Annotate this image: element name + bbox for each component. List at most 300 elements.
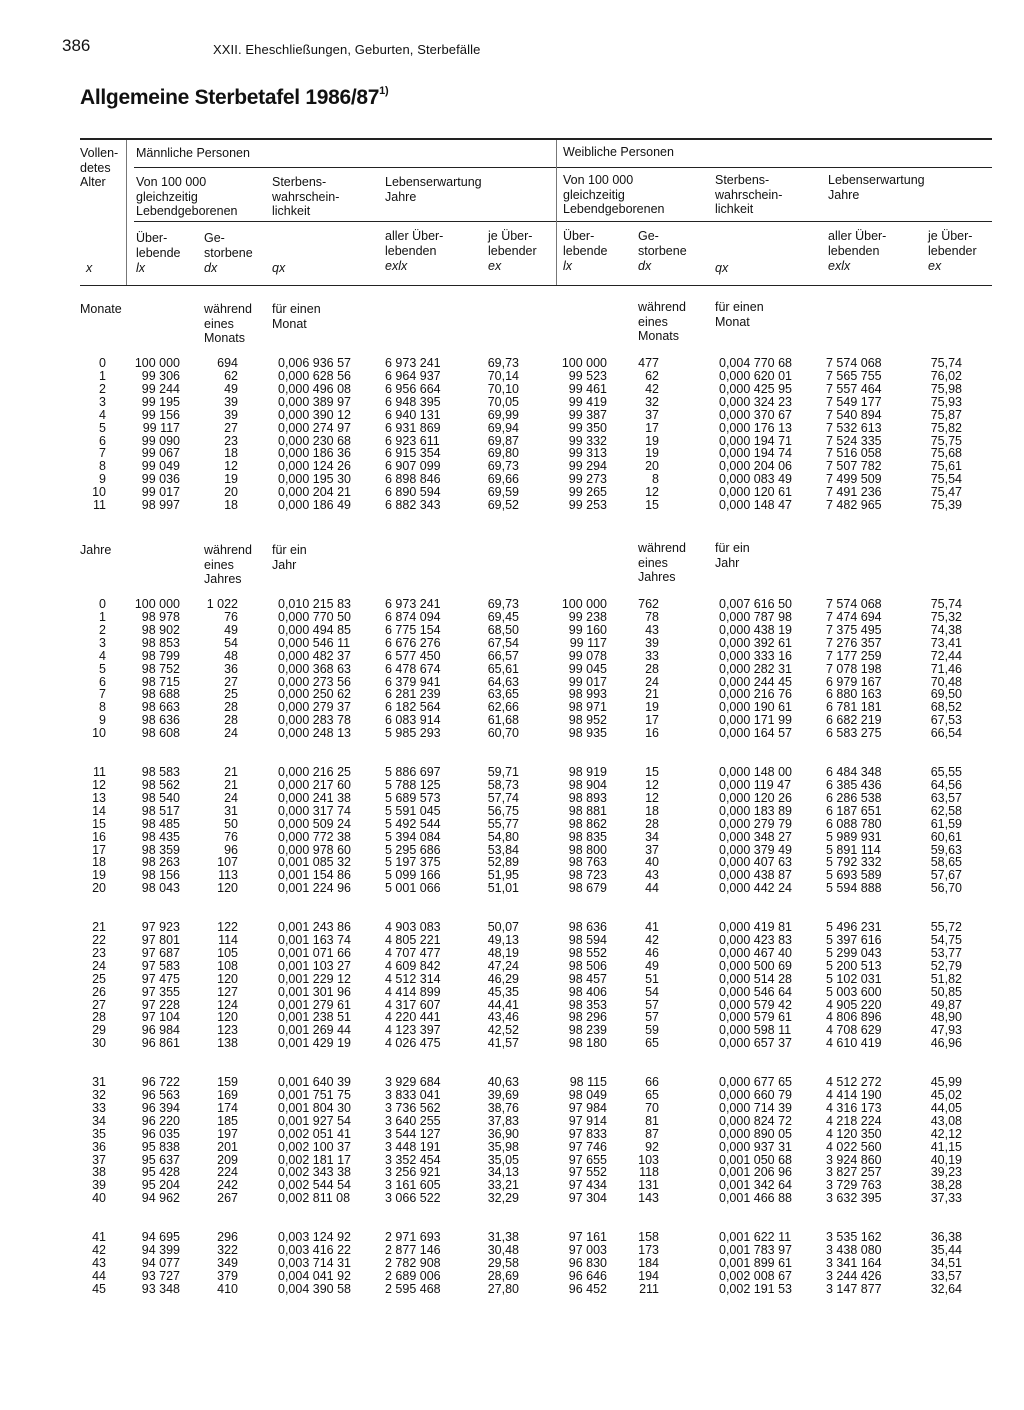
cell-male-qx: 0,002 544 54: [278, 1178, 351, 1193]
cell-male-lx: 98 853: [141, 635, 180, 650]
cell-male-qx: 0,001 163 74: [278, 932, 351, 947]
cell-female-exlx: 7 507 782: [826, 459, 882, 474]
cell-male-dx: 105: [217, 945, 238, 960]
cell-female-ex: 53,77: [930, 945, 962, 960]
months-label: Monate: [80, 302, 122, 316]
cell-female-ex: 75,54: [930, 472, 962, 487]
cell-female-ex: 75,74: [930, 597, 962, 611]
table-row: [0, 383, 1024, 396]
table-row: [0, 882, 1024, 895]
cell-male-exlx: 6 478 674: [385, 661, 441, 676]
months-deaths-note: während eines Monats: [204, 302, 252, 346]
cell-male-qx: 0,006 936 57: [278, 356, 351, 370]
table-row: [0, 611, 1024, 624]
cell-female-dx: 81: [645, 1113, 659, 1128]
cell-female-dx: 37: [645, 407, 659, 422]
years-prob-note-f: für ein Jahr: [715, 541, 750, 570]
cell-female-dx: 28: [645, 816, 659, 831]
cell-male-qx: 0,000 494 85: [278, 622, 351, 637]
cell-female-ex: 67,53: [930, 713, 962, 728]
cell-male-ex: 53,84: [487, 842, 519, 857]
cell-age: 3: [99, 394, 106, 409]
cell-female-qx: 0,000 324 23: [719, 394, 792, 409]
cell-female-lx: 98 636: [568, 920, 607, 934]
cell-female-qx: 0,000 824 72: [719, 1113, 792, 1128]
cell-male-lx: 98 663: [141, 700, 180, 715]
cell-male-exlx: 6 956 664: [385, 381, 441, 396]
cell-male-qx: 0,001 640 39: [278, 1075, 351, 1089]
male-lifeexp-header: Lebenserwartung Jahre: [385, 175, 482, 204]
table-row: [0, 1089, 1024, 1102]
cell-female-lx: 98 457: [568, 971, 607, 986]
cell-female-exlx: 6 088 780: [826, 816, 882, 831]
cell-male-qx: 0,001 224 96: [278, 881, 351, 896]
cell-male-ex: 65,61: [487, 661, 519, 676]
cell-female-lx: 96 452: [568, 1281, 607, 1296]
cell-age: 17: [92, 842, 106, 857]
cell-male-lx: 98 715: [141, 674, 180, 689]
cell-female-lx: 98 835: [568, 829, 607, 844]
cell-male-dx: 21: [224, 777, 238, 792]
cell-female-exlx: 5 200 513: [826, 958, 882, 973]
cell-female-lx: 100 000: [561, 356, 607, 370]
cell-male-dx: 18: [224, 446, 238, 461]
cell-female-exlx: 7 482 965: [826, 498, 882, 513]
cell-female-lx: 98 862: [568, 816, 607, 831]
cell-male-lx: 93 348: [141, 1281, 180, 1296]
male-survivors-header: Über- lebende: [136, 231, 181, 260]
cell-male-qx: 0,000 482 37: [278, 648, 351, 663]
cell-age: 22: [92, 932, 106, 947]
cell-male-qx: 0,001 927 54: [278, 1113, 351, 1128]
cell-female-lx: 98 935: [568, 726, 607, 741]
cell-male-dx: 120: [217, 881, 238, 896]
cell-male-qx: 0,010 215 83: [278, 597, 351, 611]
cell-male-exlx: 2 782 908: [385, 1255, 441, 1270]
cell-female-ex: 47,93: [930, 1023, 962, 1038]
symbol-exlx: exlx: [385, 259, 408, 273]
cell-female-dx: 43: [645, 868, 659, 883]
cell-male-dx: 185: [217, 1113, 238, 1128]
cell-female-lx: 97 003: [568, 1242, 607, 1257]
cell-male-qx: 0,003 714 31: [278, 1255, 351, 1270]
cell-female-exlx: 7 574 068: [826, 597, 882, 611]
cell-female-exlx: 5 693 589: [826, 868, 882, 883]
cell-female-lx: 99 238: [568, 609, 607, 624]
cell-female-dx: 12: [645, 777, 659, 792]
cell-female-dx: 19: [645, 433, 659, 448]
cell-male-dx: 122: [217, 920, 238, 934]
cell-female-exlx: 5 496 231: [826, 920, 882, 934]
cell-male-exlx: 2 595 468: [385, 1281, 441, 1296]
cell-male-ex: 33,21: [487, 1178, 519, 1193]
cell-female-ex: 69,50: [930, 687, 962, 702]
cell-male-ex: 38,76: [487, 1100, 519, 1115]
cell-male-qx: 0,002 811 08: [278, 1191, 351, 1206]
cell-age: 26: [92, 984, 106, 999]
cell-female-exlx: 7 177 259: [826, 648, 882, 663]
cell-female-ex: 62,58: [930, 803, 962, 818]
cell-female-ex: 43,08: [930, 1113, 962, 1128]
cell-male-dx: 322: [217, 1242, 238, 1257]
cell-male-dx: 120: [217, 971, 238, 986]
cell-male-qx: 0,001 804 30: [278, 1100, 351, 1115]
table-row: [0, 499, 1024, 512]
cell-female-qx: 0,000 279 79: [719, 816, 792, 831]
cell-female-exlx: 7 078 198: [826, 661, 882, 676]
cell-female-dx: 20: [645, 459, 659, 474]
female-per-survivor-header: je Über- lebender: [928, 229, 977, 258]
years-label: Jahre: [80, 543, 112, 557]
cell-female-ex: 55,72: [930, 920, 962, 934]
cell-male-dx: 19: [224, 472, 238, 487]
cell-male-ex: 37,83: [487, 1113, 519, 1128]
cell-female-lx: 98 049: [568, 1087, 607, 1102]
cell-male-qx: 0,004 390 58: [278, 1281, 351, 1296]
female-lifeexp-header: Lebenserwartung Jahre: [828, 173, 925, 202]
cell-female-qx: 0,002 191 53: [719, 1281, 792, 1296]
cell-male-dx: 76: [224, 829, 238, 844]
cell-male-ex: 69,87: [487, 433, 519, 448]
cell-female-lx: 98 952: [568, 713, 607, 728]
title-footnote: 1): [379, 85, 389, 97]
cell-male-qx: 0,000 216 25: [278, 765, 351, 779]
cell-female-exlx: 4 512 272: [826, 1075, 882, 1089]
cell-female-dx: 87: [645, 1126, 659, 1141]
cell-male-qx: 0,000 628 56: [278, 368, 351, 383]
chapter-heading: XXII. Eheschließungen, Geburten, Sterbefälle: [213, 42, 481, 57]
cell-female-qx: 0,000 148 47: [719, 498, 792, 513]
cell-male-qx: 0,000 390 12: [278, 407, 351, 422]
cell-female-lx: 98 552: [568, 945, 607, 960]
cell-female-dx: 131: [638, 1178, 659, 1193]
cell-female-qx: 0,000 407 63: [719, 855, 792, 870]
cell-female-exlx: 6 979 167: [826, 674, 882, 689]
cell-female-qx: 0,000 714 39: [719, 1100, 792, 1115]
cell-female-exlx: 7 574 068: [826, 356, 882, 370]
cell-female-dx: 16: [645, 726, 659, 741]
cell-male-exlx: 4 220 441: [385, 1010, 441, 1025]
cell-age: 45: [92, 1281, 106, 1296]
cell-male-exlx: 6 890 594: [385, 485, 441, 500]
cell-male-qx: 0,000 317 74: [278, 803, 351, 818]
cell-male-dx: 18: [224, 498, 238, 513]
cell-female-qx: 0,000 148 00: [719, 765, 792, 779]
cell-male-ex: 42,52: [487, 1023, 519, 1038]
cell-female-exlx: 6 187 651: [826, 803, 882, 818]
cell-male-qx: 0,001 229 12: [278, 971, 351, 986]
cell-male-qx: 0,003 124 92: [278, 1230, 351, 1244]
cell-female-lx: 98 296: [568, 1010, 607, 1025]
cell-female-exlx: 4 708 629: [826, 1023, 882, 1038]
cell-male-exlx: 6 973 241: [385, 597, 441, 611]
cell-female-exlx: 6 880 163: [826, 687, 882, 702]
cell-male-qx: 0,001 085 32: [278, 855, 351, 870]
cell-male-ex: 69,73: [487, 597, 519, 611]
table-row: [0, 792, 1024, 805]
cell-male-dx: 159: [217, 1075, 238, 1089]
cell-male-ex: 70,05: [487, 394, 519, 409]
cell-male-qx: 0,001 429 19: [278, 1036, 351, 1051]
cell-male-ex: 69,52: [487, 498, 519, 513]
cell-female-dx: 33: [645, 648, 659, 663]
cell-female-dx: 43: [645, 622, 659, 637]
age-col-divider: [126, 140, 127, 285]
cell-age: 13: [92, 790, 106, 805]
cell-female-qx: 0,002 008 67: [719, 1268, 792, 1283]
cell-female-dx: 51: [645, 971, 659, 986]
cell-female-lx: 99 313: [568, 446, 607, 461]
cell-female-qx: 0,000 194 71: [719, 433, 792, 448]
cell-male-exlx: 3 352 454: [385, 1152, 441, 1167]
cell-male-dx: 113: [218, 868, 238, 883]
cell-age: 7: [99, 687, 106, 702]
cell-male-lx: 97 104: [141, 1010, 180, 1025]
cell-male-ex: 41,57: [487, 1036, 519, 1051]
cell-female-dx: 17: [645, 713, 659, 728]
cell-female-qx: 0,001 622 11: [719, 1230, 792, 1244]
cell-age: 32: [92, 1087, 106, 1102]
cell-male-qx: 0,001 071 66: [278, 945, 351, 960]
cell-male-qx: 0,003 416 22: [278, 1242, 351, 1257]
symbol-dx: dx: [204, 261, 218, 275]
cell-male-dx: 27: [224, 420, 238, 435]
cell-male-lx: 94 399: [141, 1242, 180, 1257]
symbol-ex-f: ex: [928, 259, 942, 273]
cell-male-ex: 57,74: [487, 790, 519, 805]
cell-male-ex: 70,10: [487, 381, 519, 396]
cell-male-exlx: 6 182 564: [385, 700, 441, 715]
cell-male-ex: 39,69: [487, 1087, 519, 1102]
cell-female-qx: 0,000 119 47: [719, 777, 792, 792]
cell-male-ex: 58,73: [487, 777, 519, 792]
cell-female-ex: 61,59: [930, 816, 962, 831]
cell-female-lx: 99 117: [569, 635, 607, 650]
cell-male-dx: 1 022: [206, 597, 238, 611]
cell-male-qx: 0,000 273 56: [278, 674, 351, 689]
cell-age: 4: [99, 648, 106, 663]
cell-female-exlx: 7 557 464: [826, 381, 882, 396]
cell-male-exlx: 2 689 006: [385, 1268, 441, 1283]
cell-female-lx: 98 881: [568, 803, 607, 818]
cell-male-dx: 379: [217, 1268, 238, 1283]
cell-male-ex: 51,95: [487, 868, 519, 883]
cell-female-qx: 0,001 206 96: [719, 1165, 792, 1180]
table-row: [0, 370, 1024, 383]
cell-male-dx: 120: [217, 1010, 238, 1025]
female-survivors-header: Über- lebende: [563, 229, 608, 258]
cell-male-dx: 96: [224, 842, 238, 857]
cell-male-exlx: 6 676 276: [385, 635, 441, 650]
cell-female-ex: 54,75: [930, 932, 962, 947]
cell-male-exlx: 3 544 127: [385, 1126, 441, 1141]
months-deaths-note-f: während eines Monats: [638, 300, 686, 344]
cell-female-exlx: 7 276 357: [826, 635, 882, 650]
cell-female-qx: 0,007 616 50: [719, 597, 792, 611]
cell-female-dx: 19: [645, 700, 659, 715]
cell-female-qx: 0,000 176 13: [719, 420, 792, 435]
cell-male-ex: 68,50: [487, 622, 519, 637]
cell-female-dx: 194: [638, 1268, 659, 1283]
cell-female-exlx: 7 499 509: [826, 472, 882, 487]
cell-female-lx: 99 294: [568, 459, 607, 474]
cell-age: 10: [92, 726, 106, 741]
cell-age: 40: [92, 1191, 106, 1206]
cell-male-ex: 55,77: [487, 816, 519, 831]
title-text: Allgemeine Sterbetafel 1986/87: [80, 86, 380, 109]
cell-female-ex: 75,61: [930, 459, 962, 474]
cell-female-lx: 99 350: [568, 420, 607, 435]
female-cohort-header: Von 100 000 gleichzeitig Lebendgeborenen: [563, 173, 665, 217]
cell-female-qx: 0,000 937 31: [719, 1139, 792, 1154]
cell-female-ex: 63,57: [930, 790, 962, 805]
cell-male-dx: 54: [224, 635, 238, 650]
cell-female-qx: 0,000 333 16: [719, 648, 792, 663]
cell-female-ex: 58,65: [930, 855, 962, 870]
female-all-survivors-header: aller Über- lebenden: [828, 229, 887, 258]
cell-female-exlx: 5 102 031: [826, 971, 882, 986]
cell-male-lx: 96 394: [141, 1100, 180, 1115]
cell-male-ex: 36,90: [487, 1126, 519, 1141]
cell-female-lx: 99 332: [568, 433, 607, 448]
cell-male-ex: 35,05: [487, 1152, 519, 1167]
cell-female-dx: 28: [645, 661, 659, 676]
cell-male-lx: 98 359: [141, 842, 180, 857]
cell-age: 34: [92, 1113, 106, 1128]
cell-female-lx: 97 984: [568, 1100, 607, 1115]
cell-female-qx: 0,000 392 61: [719, 635, 792, 650]
cell-female-dx: 78: [645, 609, 659, 624]
cell-male-ex: 67,54: [487, 635, 519, 650]
cell-male-qx: 0,000 195 30: [278, 472, 351, 487]
cell-male-qx: 0,000 389 97: [278, 394, 351, 409]
cell-male-dx: 349: [217, 1255, 238, 1270]
cell-male-exlx: 3 929 684: [385, 1075, 441, 1089]
female-deaths-header: Ge- storbene: [638, 229, 687, 258]
cell-female-exlx: 3 632 395: [826, 1191, 882, 1206]
cell-age: 30: [92, 1036, 106, 1051]
cell-male-exlx: 4 414 899: [385, 984, 441, 999]
cell-male-exlx: 6 973 241: [385, 356, 441, 370]
cell-male-exlx: 4 317 607: [385, 997, 441, 1012]
cell-male-qx: 0,000 204 21: [278, 485, 351, 500]
table-row: [0, 663, 1024, 676]
cell-male-dx: 24: [224, 726, 238, 741]
table-row: [0, 934, 1024, 947]
cell-female-ex: 65,55: [930, 765, 962, 779]
cell-male-qx: 0,000 368 63: [278, 661, 351, 676]
cell-male-lx: 96 722: [141, 1075, 180, 1089]
cell-female-lx: 98 594: [568, 932, 607, 947]
cell-male-dx: 12: [224, 459, 238, 474]
cell-male-exlx: 5 295 686: [385, 842, 441, 857]
cell-female-dx: 65: [645, 1087, 659, 1102]
cell-male-lx: 96 563: [141, 1087, 180, 1102]
cell-male-qx: 0,000 186 36: [278, 446, 351, 461]
cell-male-dx: 48: [224, 648, 238, 663]
cell-male-ex: 35,98: [487, 1139, 519, 1154]
cell-female-ex: 45,02: [930, 1087, 962, 1102]
symbol-lx-f: lx: [563, 259, 573, 273]
cell-female-qx: 0,000 620 01: [719, 368, 792, 383]
cell-male-exlx: 6 379 941: [385, 674, 441, 689]
cell-male-lx: 98 435: [141, 829, 180, 844]
cell-female-ex: 75,74: [930, 356, 962, 370]
cell-female-dx: 173: [638, 1242, 659, 1257]
cell-male-exlx: 4 026 475: [385, 1036, 441, 1051]
header-bottom-rule: [80, 285, 992, 286]
cell-female-ex: 71,46: [930, 661, 962, 676]
cell-male-ex: 60,70: [487, 726, 519, 741]
cell-male-qx: 0,002 343 38: [278, 1165, 351, 1180]
cell-female-dx: 34: [645, 829, 659, 844]
cell-female-ex: 74,38: [930, 622, 962, 637]
cell-male-exlx: 4 707 477: [385, 945, 441, 960]
cell-male-ex: 69,59: [487, 485, 519, 500]
cell-male-exlx: 5 591 045: [385, 803, 441, 818]
cell-female-exlx: 5 397 616: [826, 932, 882, 947]
cell-female-ex: 76,02: [930, 368, 962, 383]
cell-female-lx: 96 646: [568, 1268, 607, 1283]
cell-female-lx: 99 461: [568, 381, 607, 396]
cell-female-lx: 98 679: [568, 881, 607, 896]
cell-female-qx: 0,000 598 11: [719, 1023, 792, 1038]
cell-male-exlx: 5 001 066: [385, 881, 441, 896]
cell-female-lx: 98 115: [569, 1075, 607, 1089]
female-group-header: Weibliche Personen: [563, 145, 674, 159]
cell-male-exlx: 6 281 239: [385, 687, 441, 702]
cell-age: 28: [92, 1010, 106, 1025]
cell-female-exlx: 3 147 877: [826, 1281, 882, 1296]
cell-female-dx: 44: [645, 881, 659, 896]
cell-male-lx: 98 997: [141, 498, 180, 513]
cell-male-dx: 25: [224, 687, 238, 702]
cell-female-dx: 762: [638, 597, 659, 611]
cell-male-lx: 99 036: [141, 472, 180, 487]
cell-female-ex: 60,61: [930, 829, 962, 844]
cell-female-lx: 97 552: [568, 1165, 607, 1180]
cell-female-exlx: 4 022 560: [826, 1139, 882, 1154]
cell-male-ex: 40,63: [487, 1075, 519, 1089]
cell-male-exlx: 6 923 611: [385, 433, 440, 448]
cell-female-ex: 39,23: [930, 1165, 962, 1180]
cell-female-ex: 75,68: [930, 446, 962, 461]
cell-age: 11: [93, 498, 106, 513]
cell-male-exlx: 6 898 846: [385, 472, 441, 487]
cell-female-qx: 0,001 466 88: [719, 1191, 792, 1206]
cell-male-qx: 0,001 279 61: [278, 997, 351, 1012]
cell-female-lx: 98 723: [568, 868, 607, 883]
table-row: [0, 1141, 1024, 1154]
cell-male-lx: 96 861: [141, 1036, 180, 1051]
cell-female-ex: 51,82: [930, 971, 962, 986]
table-row: [0, 805, 1024, 818]
cell-male-exlx: 6 915 354: [385, 446, 441, 461]
cell-female-qx: 0,000 282 31: [719, 661, 792, 676]
cell-male-ex: 64,63: [487, 674, 519, 689]
cell-female-exlx: 3 827 257: [826, 1165, 882, 1180]
cell-female-lx: 96 830: [568, 1255, 607, 1270]
cell-female-lx: 99 045: [568, 661, 607, 676]
cell-female-lx: 99 253: [568, 498, 607, 513]
cell-male-ex: 69,66: [487, 472, 519, 487]
cell-female-qx: 0,000 890 05: [719, 1126, 792, 1141]
cell-male-exlx: 4 609 842: [385, 958, 441, 973]
cell-male-exlx: 3 448 191: [385, 1139, 441, 1154]
cell-female-qx: 0,000 370 67: [719, 407, 792, 422]
cell-female-qx: 0,000 467 40: [719, 945, 792, 960]
cell-female-dx: 211: [639, 1281, 659, 1296]
